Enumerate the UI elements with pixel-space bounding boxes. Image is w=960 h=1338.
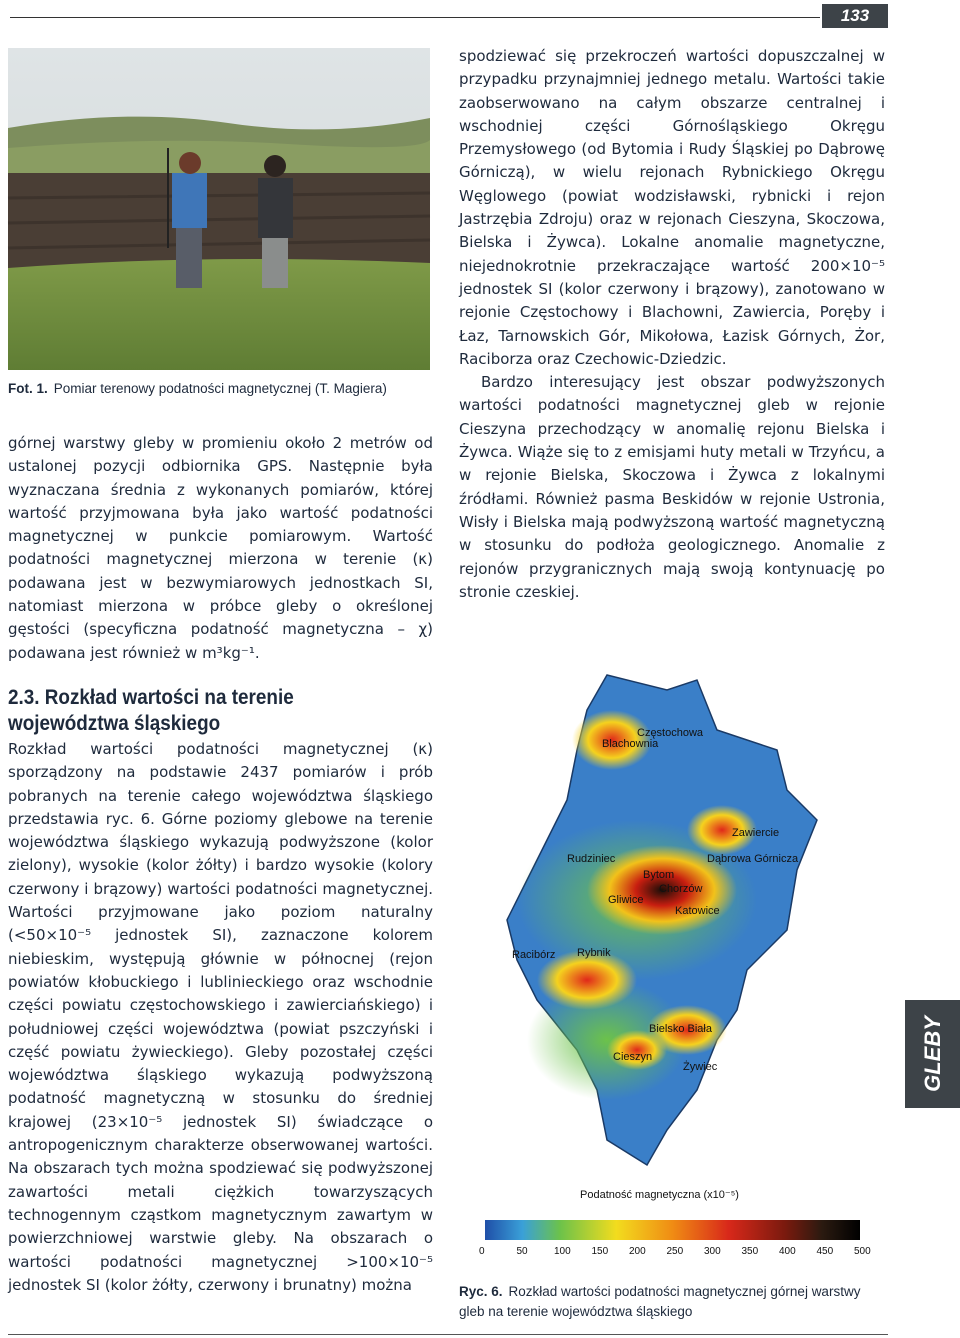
- right-paragraph-2: Bardzo interesujący jest obszar podwyższonych wartości podatności magnetycznej gleb w rejonie Cieszyna przechodzący w anomalię rejonu Bielska i Żywca. Wiąże się to z emisjami huty metali w Trzyńcu, a w rejonie Bielska, Skoczowa i Żywca z lokalnymi źródłami. Również pasma Beskidów w rejonie Ustronia, Wisły i Bielska mają podwyższoną wartość magnetyczną w stosunku do podłoża geologicznego. Anomalie z rejonów przygranicznych mają swoją kontynuację po stronie czeskiej.: [459, 373, 885, 601]
- legend-tick-label: 0: [479, 1246, 485, 1257]
- city-label: Bielsko Biała: [649, 1023, 712, 1035]
- city-label: Gliwice: [608, 894, 644, 906]
- legend-tick-label: 350: [741, 1246, 759, 1257]
- city-label: Dąbrowa Górnicza: [707, 853, 799, 865]
- legend-colorbar: [485, 1220, 860, 1240]
- header-rule: [10, 17, 820, 18]
- legend-tick-label: 100: [554, 1246, 571, 1257]
- city-label: Cieszyn: [613, 1051, 653, 1063]
- city-label: Częstochowa: [637, 727, 704, 739]
- legend-tick-label: 50: [516, 1246, 528, 1257]
- legend-tick-label: 450: [816, 1246, 834, 1257]
- city-label: Bytom: [643, 869, 675, 881]
- person-right: [258, 178, 293, 238]
- city-label: Rudziniec: [567, 853, 616, 865]
- person-left: [172, 173, 207, 228]
- susceptibility-map: [487, 670, 877, 1170]
- left-paragraph-1: górnej warstwy gleby w promieniu około 2 metrów od ustalonej pozycji odbiornika GPS. Następnie była wyznaczana średnia z wykonanych pomiarów, której wartość przyjmowana była jako wartość podatności magnetycznej w punkcie pomiarowym. Wartość podatności magnetycznej mierzona w terenie (κ) podawana jest w bezwymiarowych jednostkach SI, natomiast mierzona w próbce gleby o określonej gęstości (specyficzna podatność magnetyczna – χ) podawana jest również w m³kg⁻¹.: [8, 434, 433, 662]
- page-number: 133: [822, 4, 888, 28]
- city-label: Racibórz: [512, 949, 556, 961]
- legend-tick-label: 300: [704, 1246, 721, 1257]
- map-caption: Ryc. 6. Rozkład wartości podatności magnetycznej górnej warstwy gleb na terenie województwa śląskiego: [459, 1284, 861, 1319]
- city-label: Chorzów: [659, 883, 703, 895]
- city-label: Żywiec: [683, 1061, 718, 1073]
- map-legend: [480, 1180, 880, 1260]
- city-label: Katowice: [675, 905, 720, 917]
- legend-tick-label: 150: [591, 1246, 609, 1257]
- legend-tick-label: 250: [666, 1246, 684, 1257]
- photo-caption: Fot. 1. Pomiar terenowy podatności magnetycznej (T. Magiera): [8, 381, 387, 396]
- legend-tick-label: 200: [629, 1246, 646, 1257]
- section-title: 2.3. Rozkład wartości na terenie województwa śląskiego: [8, 686, 294, 735]
- field-photo: [8, 48, 430, 370]
- left-paragraph-2: Rozkład wartości podatności magnetycznej (κ) sporządzony na podstawie 2437 pomiarów i prób pobranych na terenie całego województwa śląskiego przedstawia ryc. 6. Górne poziomy glebowe na terenie województwa śląskiego wykazują podwyższone (kolor zielony), wysokie (kolor żółty) i bardzo wysokie (kolory czerwony i brązowy) wartości podatności magnetycznej. Wartości przyjmowane jako poziom naturalny (<50×10⁻⁵ jednostek SI), zaznaczone kolorem niebieskim, występują głównie w północnej (rejon powiatów kłobuckiego i lublinieckiego oraz wschodnie części powiatu częstochowskiego i zawierciańskiego) i południowej części województwa (powiat pszczyński i część powiatu żywieckiego). Gleby pozostałej części województwa śląskiego wykazują podwyższoną podatność magnetyczną w stosunku do średniej krajowej (23×10⁻⁵ jednostek SI) świadczące o antropogenicznym charakterze obserwowanej wartości. Na obszarach tych można spodziewać się podwyższonej zawartości metali ciężkich towarzyszących technogennym cząstkom magnetycznym zawartym w powierzchniowej warstwie gleby. Na obszarach o wartości podatności magnetycznej >100×10⁻⁵ jednostek SI (kolor żółty, czerwony i brunatny) można: [8, 740, 433, 1294]
- legend-title: Podatność magnetyczna (x10⁻⁵): [580, 1189, 739, 1201]
- legend-tick-label: 500: [854, 1246, 871, 1257]
- section-tab: GLEBY: [905, 1000, 960, 1108]
- right-paragraph-1: spodziewać się przekroczeń wartości dopuszczalnej w przypadku przynajmniej jednego metalu. Wartości takie zaobserwowano na całym obszarze centralnej i wschodniej części Górnośląskiego Okręgu Przemysłowego (od Bytomia i Rudy Śląskiej po Dąbrowę Górniczą), w wielu rejonach Rybnickiego Okręgu Węglowego (powiat wodzisławski, rybnicki i rejon Jastrzębia Zdroju) oraz w rejonach Cieszyna, Skoczowa, Bielska i Żywca). Lokalne anomalie magnetyczne, niejednokrotnie przekraczające wartość 200×10⁻⁵ jednostek SI (kolor czerwony i brązowy), zanotowano w rejonie Częstochowy i Blachowni, Zawiercia, Poręby i Łaz, Tarnowskich Gór, Mikołowa, Łazisk Górnych, Żor, Raciborza oraz Czechowic-Dziedzic.: [459, 47, 885, 368]
- footer-rule: [8, 1334, 888, 1335]
- city-label: Zawiercie: [732, 827, 780, 839]
- legend-tick-label: 400: [779, 1246, 796, 1257]
- city-label: Rybnik: [577, 947, 611, 959]
- city-label: Blachownia: [602, 738, 659, 750]
